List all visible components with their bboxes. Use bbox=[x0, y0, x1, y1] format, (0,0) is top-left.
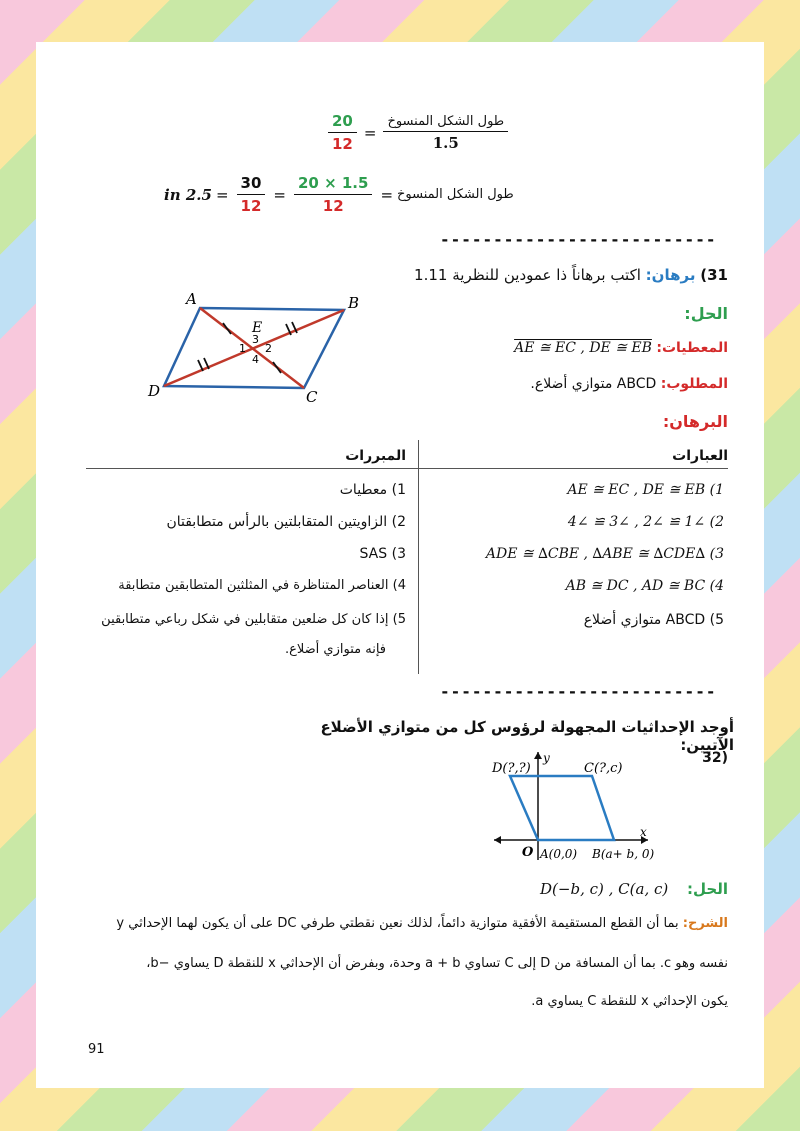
statement-4: 4) AB ≅ DC , AD ≅ BC bbox=[565, 578, 724, 594]
divider-1: -------------------------- bbox=[440, 230, 717, 249]
q32-explain-line-3: يكون الإحداثي x للنقطة C يساوي a. bbox=[531, 994, 728, 1009]
q32-solution-text: D(−b, c) , C(a, c) bbox=[540, 880, 669, 898]
eq1-den: 1.5 bbox=[432, 133, 459, 152]
q31-solution-label: الحل: bbox=[684, 304, 728, 323]
eq2-mid-num: 20 × 1.5 bbox=[294, 174, 372, 195]
table-row bbox=[424, 482, 724, 498]
page-number: 91 bbox=[88, 1042, 105, 1057]
equation-2: in 2.5 = $\frac{30}{12}$ = $\frac{20 \times 1.5}{12}$ = طول الشكل المنسوخ bbox=[164, 174, 514, 215]
statement-2: 2) ∠1 ≅ ∠2 , ∠3 ≅ ∠4 bbox=[567, 514, 724, 530]
table-header-divider bbox=[86, 468, 728, 469]
table-row bbox=[424, 612, 724, 628]
statement-5: 5) ABCD متوازي أضلاع bbox=[583, 612, 724, 628]
angle-4-label: 4 bbox=[252, 353, 259, 366]
statement-3: 3) ∆ADE ≅ ∆CBE , ∆ABE ≅ ∆CDE bbox=[485, 546, 724, 562]
q31-prove bbox=[398, 376, 728, 392]
x-axis-arrow-left bbox=[494, 836, 501, 844]
q32-heading: أوجد الإحداثيات المجهولة لرؤوس كل من متوازي الأضلاع الآتيين: bbox=[320, 718, 734, 754]
prove-text: ABCD متوازي أضلاع. bbox=[530, 376, 657, 392]
reason-3: 3) SAS bbox=[359, 546, 406, 562]
reason-1: 1) معطيات bbox=[339, 482, 406, 498]
q32-explain-label: الشرح: bbox=[682, 916, 728, 931]
q31-prompt: اكتب برهاناً ذا عمودين للنظرية 1.11 bbox=[414, 266, 641, 284]
col-reasons-header: المبررات bbox=[345, 448, 406, 464]
y-axis-arrow-up bbox=[534, 752, 542, 759]
prove-label: المطلوب: bbox=[660, 376, 728, 392]
eq2-mid-fraction bbox=[294, 174, 372, 215]
point-e-label: E bbox=[252, 320, 263, 336]
angle-1-label: 1 bbox=[239, 342, 246, 355]
eq2-frac-num: 30 bbox=[237, 174, 266, 195]
eq2-result: in 2.5 bbox=[164, 185, 212, 204]
reason-5-continued: فإنه متوازي أضلاع. bbox=[285, 642, 386, 657]
q31-number: 31) bbox=[700, 266, 728, 284]
x-axis-label: x bbox=[640, 825, 647, 839]
origin-label: O bbox=[522, 845, 534, 860]
q31-header bbox=[308, 266, 728, 284]
q31-given bbox=[398, 340, 728, 356]
tick-ec bbox=[273, 362, 281, 373]
eq1-rhs-fraction bbox=[328, 112, 357, 153]
divider-2: -------------------------- bbox=[440, 682, 717, 701]
reason-2: 2) الزاويتين المتقابلتين بالرأس متطابقتان bbox=[166, 514, 406, 530]
angle-2-label: 2 bbox=[265, 342, 272, 355]
vertex-d-label: D bbox=[148, 382, 161, 400]
eq1-lhs-fraction bbox=[383, 114, 508, 152]
eq2-label: طول الشكل المنسوخ bbox=[397, 187, 514, 202]
parallelogram-abcd-graph bbox=[510, 776, 614, 840]
eq1-label: طول الشكل المنسوخ bbox=[383, 114, 508, 132]
point-d-label: D(?,?) bbox=[492, 761, 531, 776]
eq2-mid-den: 12 bbox=[322, 197, 344, 215]
q32-explain-line-2: نفسه وهو c. بما أن المسافة من D إلى C تساوي a + b وحدة، وبفرض أن الإحداثي x للنقطة D يساوي −b، bbox=[146, 956, 728, 971]
vertex-a-label: A bbox=[186, 290, 197, 308]
coordinate-graph bbox=[488, 748, 718, 872]
point-c-label: C(?,c) bbox=[584, 761, 623, 776]
table-row bbox=[404, 546, 724, 562]
q31-proof-label: البرهان: bbox=[662, 412, 728, 431]
reason-5: 5) إذا كان كل ضلعين متقابلين في شكل رباعي متطابقين bbox=[101, 612, 406, 627]
q32-solution bbox=[428, 880, 728, 898]
eq1-rhs-den: 12 bbox=[332, 135, 353, 153]
equation-1: $\frac{20}{12}$ = $\frac{\text{طول الشكل المنسوخ}}{1.5}$ bbox=[324, 112, 512, 153]
y-axis-label: y bbox=[543, 751, 550, 765]
parallelogram-figure bbox=[144, 288, 370, 404]
vertex-c-label: C bbox=[306, 388, 318, 404]
tick-ae bbox=[223, 323, 231, 334]
proof-table bbox=[86, 440, 728, 676]
point-b-label: B(a+ b, 0) bbox=[592, 847, 655, 861]
q31-keyword: برهان: bbox=[645, 266, 696, 284]
eq2-fraction bbox=[237, 174, 266, 215]
angle-3-label: 3 bbox=[252, 333, 259, 346]
q32-explain-text-1: بما أن القطع المستقيمة الأفقية متوازية دائماً، لذلك نعين نقطتي طرفي DC على أن يكون لهما الإحداثي y bbox=[116, 916, 679, 931]
given-text: AE ≅ EC , DE ≅ EB bbox=[514, 340, 652, 356]
page bbox=[36, 42, 764, 1088]
statement-1: 1) AE ≅ EC , DE ≅ EB bbox=[567, 482, 724, 498]
table-row bbox=[424, 578, 724, 594]
col-statements-header: العبارات bbox=[672, 448, 728, 464]
reason-4: 4) العناصر المتناظرة في المثلثين المتطابقين متطابقة bbox=[118, 578, 406, 593]
vertex-b-label: B bbox=[348, 294, 360, 312]
eq2-frac-den: 12 bbox=[240, 197, 262, 215]
q32-solution-label: الحل: bbox=[687, 880, 728, 898]
point-a-label: A(0,0) bbox=[540, 847, 578, 861]
eq1-rhs-num: 20 bbox=[328, 112, 357, 133]
given-label: المعطيات: bbox=[656, 340, 728, 356]
table-row bbox=[424, 514, 724, 530]
q32-number: 32) bbox=[702, 750, 728, 766]
q32-explain-line-1 bbox=[58, 916, 728, 931]
